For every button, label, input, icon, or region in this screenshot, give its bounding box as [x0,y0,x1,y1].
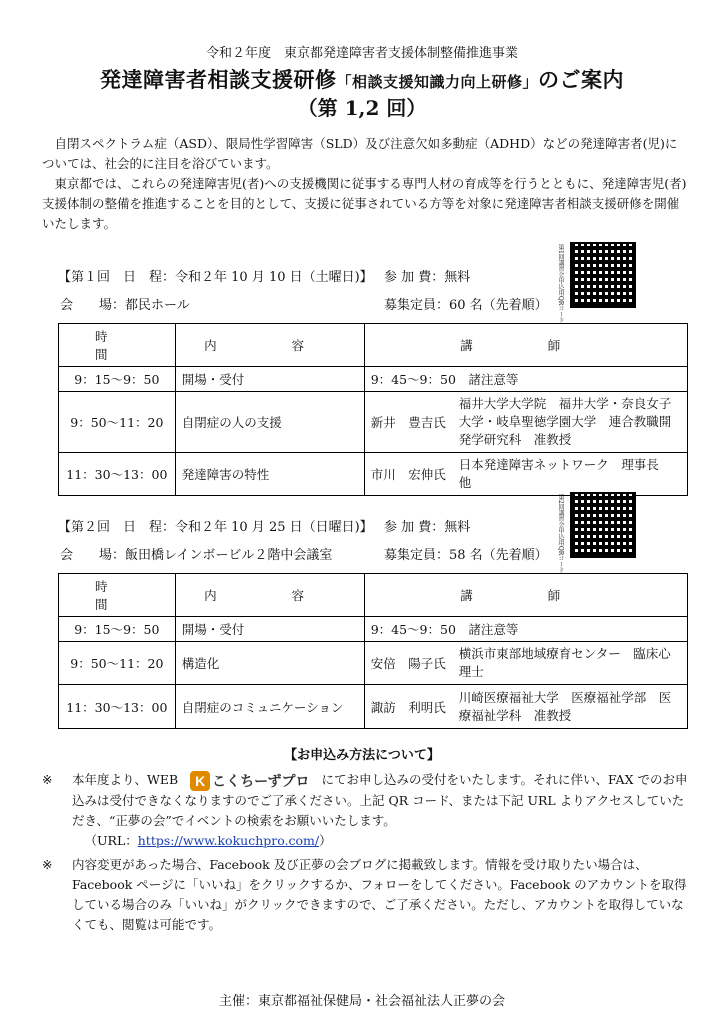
table-row [59,392,688,453]
qr-code-session-1[interactable] [570,242,636,308]
apply-title: 【お申込み方法について】 [284,748,440,763]
lecturer-affiliation: 日本発達障害ネットワーク 理事長 他 [458,457,672,490]
table-header-lecturer: 講 師 [364,574,687,617]
intro-paragraph-2: 東京都では、これらの発達障害児(者)への支援機関に従事する専門人材の育成等を行うとともに、発達障害児(者)支援体制の整備を推進することを目的として、支援に従事されている方等を対象に発達障害者相談支援研修を開催いたします。 [42,176,687,231]
row-lecturer: 9：45～9：50 諸注意等 [364,617,687,642]
kokuchpro-logo [190,771,309,791]
session-1-fee: 参 加 費：無料 [384,270,471,285]
kokuchpro-logo-text: こくちーずプロ [212,772,310,789]
row-lecturer-cell [364,642,687,685]
row-content: 自閉症のコミュニケーション [175,685,364,729]
intro-paragraph-1: 自閉スペクトラム症（ASD）、限局性学習障害（SLD）及び注意欠如多動症（ADHD）などの発達障害者(児)については、社会的に注目を浴びています。 [42,136,678,171]
table-row [59,367,688,392]
table-row [59,617,688,642]
note-2-text: 内容変更があった場合、Facebook 及び正夢の会ブログに掲載致します。情報を受け取りたい場合は、Facebook ページに「いいね」をクリックするか、フォローをしてください。Facebook のアカウントを取得している場合のみ「いいね」がクリックできますので、ご了承ください。ただし、アカウントを取得していなくても、閲覧は可能です。 [72,856,687,932]
note-2 [42,855,692,935]
lecturer-name: 安倍 陽子氏 [370,656,446,671]
row-content: 開場・受付 [175,367,364,392]
kokuchpro-url-link[interactable]: https://www.kokuchpro.com/ [137,832,320,848]
qr-code-session-2[interactable] [570,492,636,558]
table-row [59,685,688,729]
url-end: ） [319,832,332,848]
kokuchpro-logo-icon: K [190,771,210,791]
table-header-content: 内 容 [175,324,364,367]
table-header-lecturer: 講 師 [364,324,687,367]
title-end: のご案内 [538,67,624,92]
row-time: 11：30～13：00 [59,685,176,729]
row-content: 発達障害の特性 [175,453,364,496]
table-header-content: 内 容 [175,574,364,617]
note-mark: ※ [42,856,53,872]
lecturer-affiliation: 川崎医療福祉大学 医療福祉学部 医療福祉学科 准教授 [458,689,672,723]
row-time: 9：15～9：50 [59,367,176,392]
row-time: 9：50～11：20 [59,642,176,685]
url-label: （URL： [84,832,138,848]
row-content: 自閉症の人の支援 [175,392,364,453]
session-2-venue: 会 場：飯田橋レインボービル２階中会議室 [60,548,333,563]
note-1-text-b: にてお申し込みの受付をいたします。それに伴い、FAX でのお申込みは受付できなくなりますのでご了承ください。上記 QR コード、または下記 URL よりアクセスしていただき、“正夢の会”でイベントの検索をお願いいたします。 [72,772,688,828]
session-2-capacity: 募集定員：58 名（先着順） [384,548,548,563]
footer-organizer: 主催：東京都福祉保健局・社会福祉法人正夢の会 [218,994,505,1009]
session-1-venue: 会 場：都民ホール [60,298,190,313]
page-title [0,64,724,94]
row-lecturer-cell [364,453,687,496]
title-sub: 「相談支援知識力向上研修」 [336,73,538,91]
title-main: 発達障害者相談支援研修 [99,67,337,92]
page-title-line2: （第 1,2 回） [297,96,427,120]
url-line [72,831,692,851]
session-2-table [58,573,688,729]
table-header-time: 時 間 [59,324,176,367]
lecturer-affiliation: 横浜市東部地域療育センター 臨床心理士 [458,646,671,679]
qr-caption-1: 第1回講習会申込用QRコード [557,244,564,324]
lecturer-name: 市川 宏伸氏 [370,467,446,482]
row-lecturer-cell [364,685,687,729]
row-time: 11：30～13：00 [59,453,176,496]
row-content: 構造化 [175,642,364,685]
row-time: 9：50～11：20 [59,392,176,453]
row-time: 9：15～9：50 [59,617,176,642]
row-lecturer: 9：45～9：50 諸注意等 [364,367,687,392]
lecturer-name: 諏訪 利明氏 [370,699,446,715]
lecturer-name: 新井 豊吉氏 [370,415,446,430]
table-row [59,453,688,496]
note-mark: ※ [42,772,53,787]
session-1-table [58,323,688,496]
table-row [59,642,688,685]
lecturer-affiliation: 福井大学大学院 福井大学・奈良女子大学・岐阜聖徳学園大学 連合教職開発学研究科 准教授 [458,396,672,447]
row-lecturer-cell [364,392,687,453]
pretitle: 令和２年度 東京都発達障害者支援体制整備推進事業 [205,46,518,61]
table-header-time: 時 間 [59,574,176,617]
session-1-date: 【第１回 日 程：令和２年 10 月 10 日（土曜日)】 [58,270,373,285]
note-1 [42,770,692,851]
apply-notes [42,770,692,939]
session-2-date: 【第２回 日 程：令和２年 10 月 25 日（日曜日)】 [58,520,373,535]
row-content: 開場・受付 [175,617,364,642]
qr-caption-2: 第2回講習会申込用QRコード [557,494,564,574]
note-1-text-a: 本年度より、WEB [72,772,179,787]
session-1-capacity: 募集定員：60 名（先着順） [384,298,548,313]
intro [42,134,687,234]
session-2-fee: 参 加 費：無料 [384,520,471,535]
